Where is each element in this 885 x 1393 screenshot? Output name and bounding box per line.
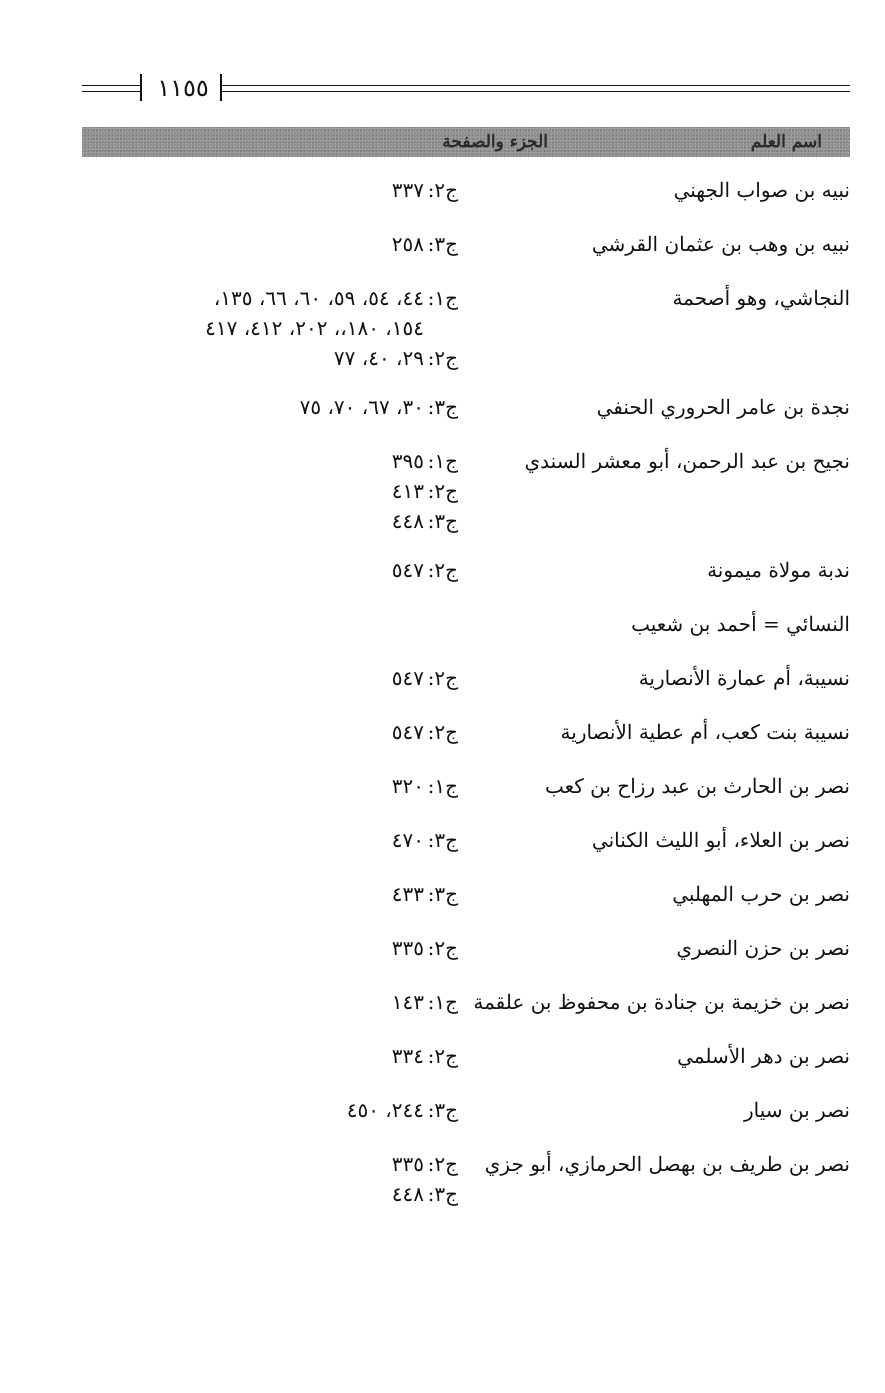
- entry-references: [82, 387, 458, 427]
- reference-line: [82, 987, 458, 1017]
- reference-line: [82, 313, 458, 343]
- entry-name: النسائي = أحمد بن شعيب: [631, 612, 850, 636]
- reference-line: [82, 392, 458, 422]
- reference-line: [82, 771, 458, 801]
- volume-label: ج٣:: [427, 395, 458, 419]
- page-numbers: ٣٣٥: [391, 936, 424, 960]
- volume-label: ج٢:: [427, 936, 458, 960]
- page-number: ١١٥٥: [157, 74, 209, 102]
- volume-label: ج٢:: [427, 558, 458, 582]
- page-numbers: ٣٠، ٦٧، ٧٠، ٧٥: [299, 395, 424, 419]
- volume-label: ج٣:: [427, 882, 458, 906]
- entry-name: نجيح بن عبد الرحمن، أبو معشر السندي: [524, 449, 850, 473]
- entry-references: [82, 224, 458, 264]
- reference-line: [82, 506, 458, 536]
- page-numbers: ٥٤٧: [391, 666, 424, 690]
- volume-label: ج٢:: [427, 1152, 458, 1176]
- entry-name: نصر بن الحارث بن عبد رزاح بن كعب: [544, 774, 850, 798]
- page-numbers: ٣٢٠: [391, 774, 424, 798]
- column-header-volume-page: الجزء والصفحة: [442, 132, 548, 152]
- entry-references: [82, 658, 458, 698]
- page-numbers: ٤٤٨: [391, 509, 424, 533]
- page-numbers: ٥٤٧: [391, 720, 424, 744]
- reference-line: [82, 933, 458, 963]
- index-entry: [82, 170, 850, 210]
- entry-name: نصر بن طريف بن بهصل الحرمازي، أبو جزي: [484, 1152, 850, 1176]
- volume-label: ج١:: [427, 449, 458, 473]
- index-entry: [82, 278, 850, 373]
- volume-label: ج٢:: [427, 666, 458, 690]
- header-rule-right: [222, 85, 850, 92]
- page-header: [82, 70, 850, 106]
- index-entry: [82, 658, 850, 698]
- reference-line: [82, 175, 458, 205]
- volume-label: ج٣:: [427, 1098, 458, 1122]
- page-numbers: ٢٤٤، ٤٥٠: [346, 1098, 424, 1122]
- page-numbers: ٤٧٠: [391, 828, 424, 852]
- index-entry: [82, 874, 850, 914]
- index-entry: [82, 1144, 850, 1209]
- entry-references: [82, 820, 458, 860]
- entry-name: نصر بن خزيمة بن جنادة بن محفوظ بن علقمة: [473, 990, 850, 1014]
- entry-references: [82, 278, 458, 373]
- volume-label: ج٢:: [427, 479, 458, 503]
- entry-references: [82, 550, 458, 590]
- index-entry: [82, 766, 850, 806]
- entry-references: [82, 982, 458, 1022]
- volume-label: ج١:: [427, 286, 458, 310]
- volume-label: ج٣:: [427, 509, 458, 533]
- page-numbers: ٣٣٥: [391, 1152, 424, 1176]
- index-entry: [82, 441, 850, 536]
- index-entry: [82, 550, 850, 590]
- entry-name: نصر بن حرب المهلبي: [672, 882, 850, 906]
- volume-label: ج٢:: [427, 346, 458, 370]
- index-entries: [82, 170, 850, 1223]
- reference-line: [82, 1149, 458, 1179]
- entry-references: [82, 928, 458, 968]
- reference-line: [82, 476, 458, 506]
- column-header-name: اسم العلم: [750, 132, 822, 152]
- entry-references: [82, 1090, 458, 1130]
- page-numbers: ٤١٣: [391, 479, 424, 503]
- page-numbers: ٤٤٨: [391, 1182, 424, 1206]
- entry-name: نسيبة، أم عمارة الأنصارية: [638, 666, 850, 690]
- page-numbers: ٤٤، ٥٤، ٥٩، ٦٠، ٦٦، ١٣٥،: [213, 286, 424, 310]
- entry-references: [82, 712, 458, 752]
- reference-line: [82, 879, 458, 909]
- index-entry: [82, 1090, 850, 1130]
- index-entry: [82, 1036, 850, 1076]
- volume-label: ج٣:: [427, 1182, 458, 1206]
- page-numbers: ١٥٤، ١٨٠،، ٢٠٢، ٤١٢، ٤١٧: [205, 316, 424, 340]
- reference-line: [82, 283, 458, 313]
- index-entry: [82, 387, 850, 427]
- index-entry: [82, 604, 850, 644]
- reference-line: [82, 663, 458, 693]
- page-numbers: ٢٩، ٤٠، ٧٧: [333, 346, 424, 370]
- reference-line: [82, 1095, 458, 1125]
- entry-name: نصر بن العلاء، أبو الليث الكناني: [591, 828, 850, 852]
- reference-line: [82, 555, 458, 585]
- page-numbers: ١٤٣: [391, 990, 424, 1014]
- reference-line: [82, 717, 458, 747]
- volume-label: ج٢:: [427, 178, 458, 202]
- index-entry: [82, 224, 850, 264]
- header-rule-left: [82, 85, 140, 92]
- reference-line: [82, 1041, 458, 1071]
- page-numbers: ٣٣٤: [391, 1044, 424, 1068]
- entry-name: نجدة بن عامر الحروري الحنفي: [596, 395, 850, 419]
- page-numbers: ٤٣٣: [391, 882, 424, 906]
- reference-line: [82, 1179, 458, 1209]
- index-entry: [82, 820, 850, 860]
- page-numbers: ٣٩٥: [391, 449, 424, 473]
- entry-name: نصر بن حزن النصري: [676, 936, 850, 960]
- reference-line: [82, 229, 458, 259]
- volume-label: ج٣:: [427, 828, 458, 852]
- index-entry: [82, 928, 850, 968]
- page-numbers: ٢٥٨: [391, 232, 424, 256]
- entry-references: [82, 874, 458, 914]
- entry-name: نبيه بن وهب بن عثمان القرشي: [591, 232, 850, 256]
- entry-name: النجاشي، وهو أصحمة: [672, 286, 850, 310]
- index-entry: [82, 712, 850, 752]
- entry-name: نصر بن دهر الأسلمي: [677, 1044, 850, 1068]
- entry-references: [82, 1036, 458, 1076]
- reference-line: [82, 446, 458, 476]
- volume-label: ج٣:: [427, 232, 458, 256]
- volume-label: ج٢:: [427, 720, 458, 744]
- reference-line: [82, 343, 458, 373]
- entry-name: ندبة مولاة ميمونة: [707, 558, 850, 582]
- entry-references: [82, 766, 458, 806]
- page-numbers: ٥٤٧: [391, 558, 424, 582]
- entry-references: [82, 1144, 458, 1209]
- entry-name: نسيبة بنت كعب، أم عطية الأنصارية: [560, 720, 850, 744]
- entry-references: [82, 441, 458, 536]
- header-tick-left: [140, 74, 142, 101]
- entry-name: نبيه بن صواب الجهني: [673, 178, 850, 202]
- volume-label: ج٢:: [427, 1044, 458, 1068]
- entry-references: [82, 604, 458, 644]
- entry-name: نصر بن سيار: [744, 1098, 850, 1122]
- index-entry: [82, 982, 850, 1022]
- volume-label: ج١:: [427, 990, 458, 1014]
- reference-line: [82, 825, 458, 855]
- entry-references: [82, 170, 458, 210]
- table-header-bar: [82, 127, 850, 157]
- volume-label: ج١:: [427, 774, 458, 798]
- page-numbers: ٣٣٧: [391, 178, 424, 202]
